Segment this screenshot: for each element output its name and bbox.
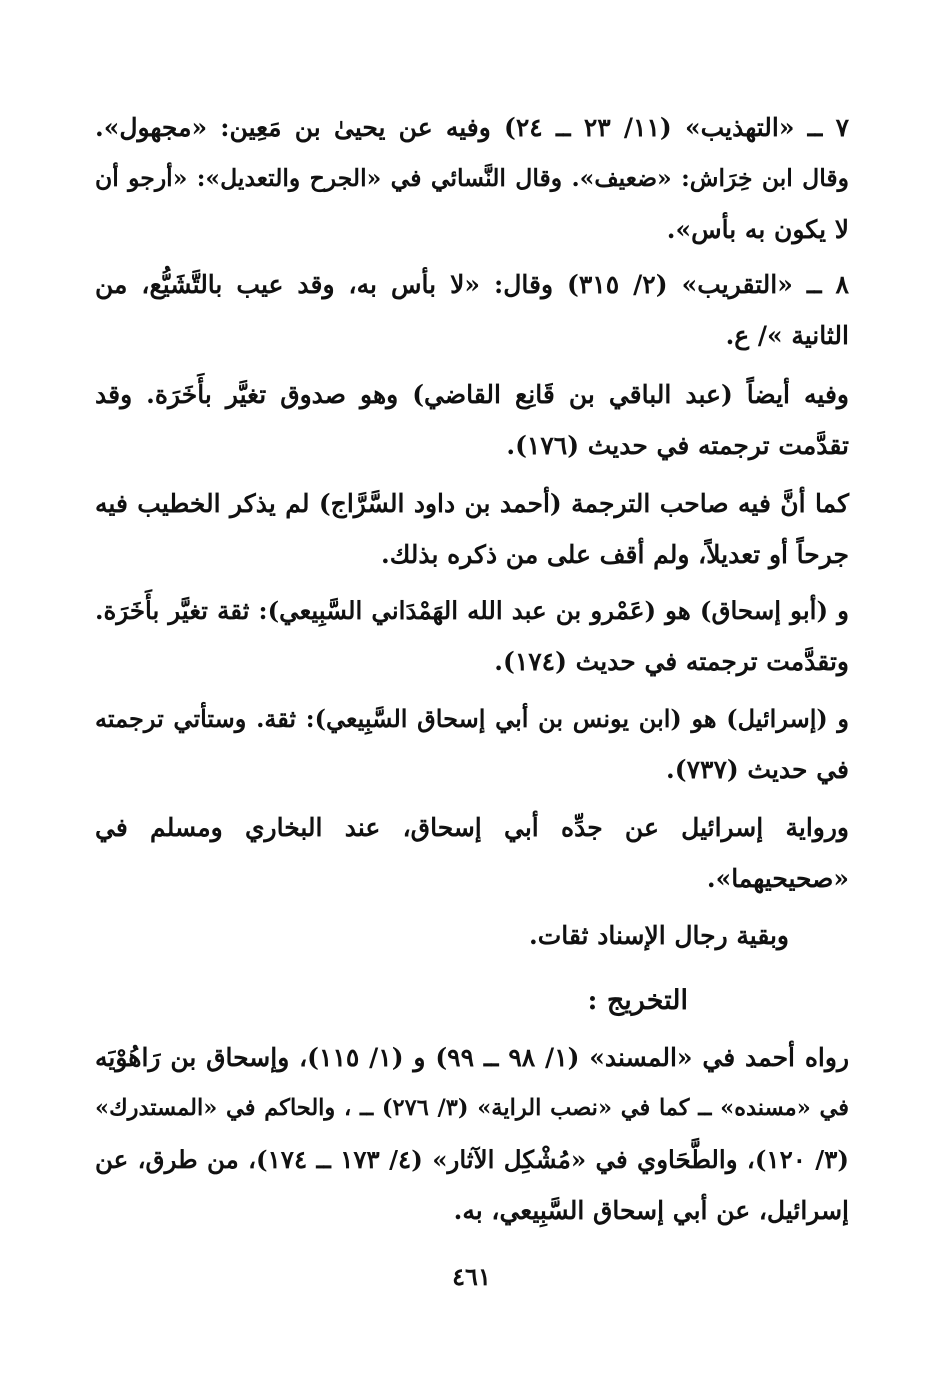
text-line: إسرائيل، عن أبي إسحاق السَّبِيعي، به. [453, 1196, 849, 1225]
paragraph-tahdhib [95, 102, 849, 255]
text-line: وبقية رجال الإسناد ثقات. [529, 921, 789, 950]
paragraph-taqrib [95, 259, 849, 361]
text-line: وفيه أيضاً (عبد الباقي بن قَانِع القاضي) وهو صدوق تغيَّر بأَخَرَة. وقد [95, 380, 849, 409]
text-line: ورواية إسرائيل عن جدِّه أبي إسحاق، عند البخاري ومسلم في [95, 813, 849, 842]
paragraph-abd-al-baqi [95, 369, 849, 471]
text-line: «صحيحيهما». [706, 864, 849, 893]
paragraph-israil [95, 693, 849, 795]
paragraph-baqiyat-al-rijal [95, 910, 849, 961]
paragraph-sahib-al-tarjama [95, 478, 849, 580]
text-line: الثانية »/ ع. [725, 321, 849, 350]
text-line: ٨ ــ «التقريب» (٢/ ٣١٥) وقال: «لا بأس به، وقد عيب بالتَّشَيُّع، من [95, 270, 849, 299]
paragraph-takhrij [95, 1032, 849, 1236]
text-line: و (إسرائيل) هو (ابن يونس بن أبي إسحاق السَّبِيعي): ثقة. وستأتي ترجمته [95, 704, 849, 733]
text-line: (٣/ ١٢٠)، والطَّحَاوي في «مُشْكِل الآثار» (٤/ ١٧٣ ــ ١٧٤)، من طرق، عن [95, 1145, 849, 1174]
text-line: و (أبو إسحاق) هو (عَمْرو بن عبد الله الهَمْدَاني السَّبِيعي): ثقة تغيَّر بأَخَرَة. [95, 596, 849, 625]
text-line: تقدَّمت ترجمته في حديث (١٧٦). [506, 431, 849, 460]
text-line: وتقدَّمت ترجمته في حديث (١٧٤). [494, 647, 849, 676]
text-line: ٧ ــ «التهذيب» (١١/ ٢٣ ــ ٢٤) وفيه عن يحيىٰ بن مَعِين: «مجهول». [95, 113, 849, 142]
text-line: في «مسنده» ــ كما في «نصب الراية» (٣/ ٢٧٦) ــ ، والحاكم في «المستدرك» [95, 1095, 849, 1121]
text-line: جرحاً أو تعديلاً، ولم أقف على من ذكره بذلك. [380, 540, 849, 569]
text-line: رواه أحمد في «المسند» (١/ ٩٨ ــ ٩٩) و (١/ ١١٥)، وإسحاق بن رَاهُوْيَه [95, 1043, 850, 1072]
text-line: كما أنَّ فيه صاحب الترجمة (أحمد بن داود السَّرَّاج) لم يذكر الخطيب فيه [95, 489, 849, 518]
paragraph-riwaya [95, 802, 849, 904]
page-number: ٤٦١ [452, 1262, 491, 1291]
section-heading: التخريج : [587, 985, 688, 1016]
text-line: في حديث (٧٣٧). [666, 755, 849, 784]
text-line: وقال ابن خِرَاش: «ضعيف». وقال النَّسائي في «الجرح والتعديل»: «أرجو أن [95, 164, 849, 192]
text-line: لا يكون به بأس». [666, 215, 849, 244]
paragraph-abu-ishaq [95, 585, 849, 687]
